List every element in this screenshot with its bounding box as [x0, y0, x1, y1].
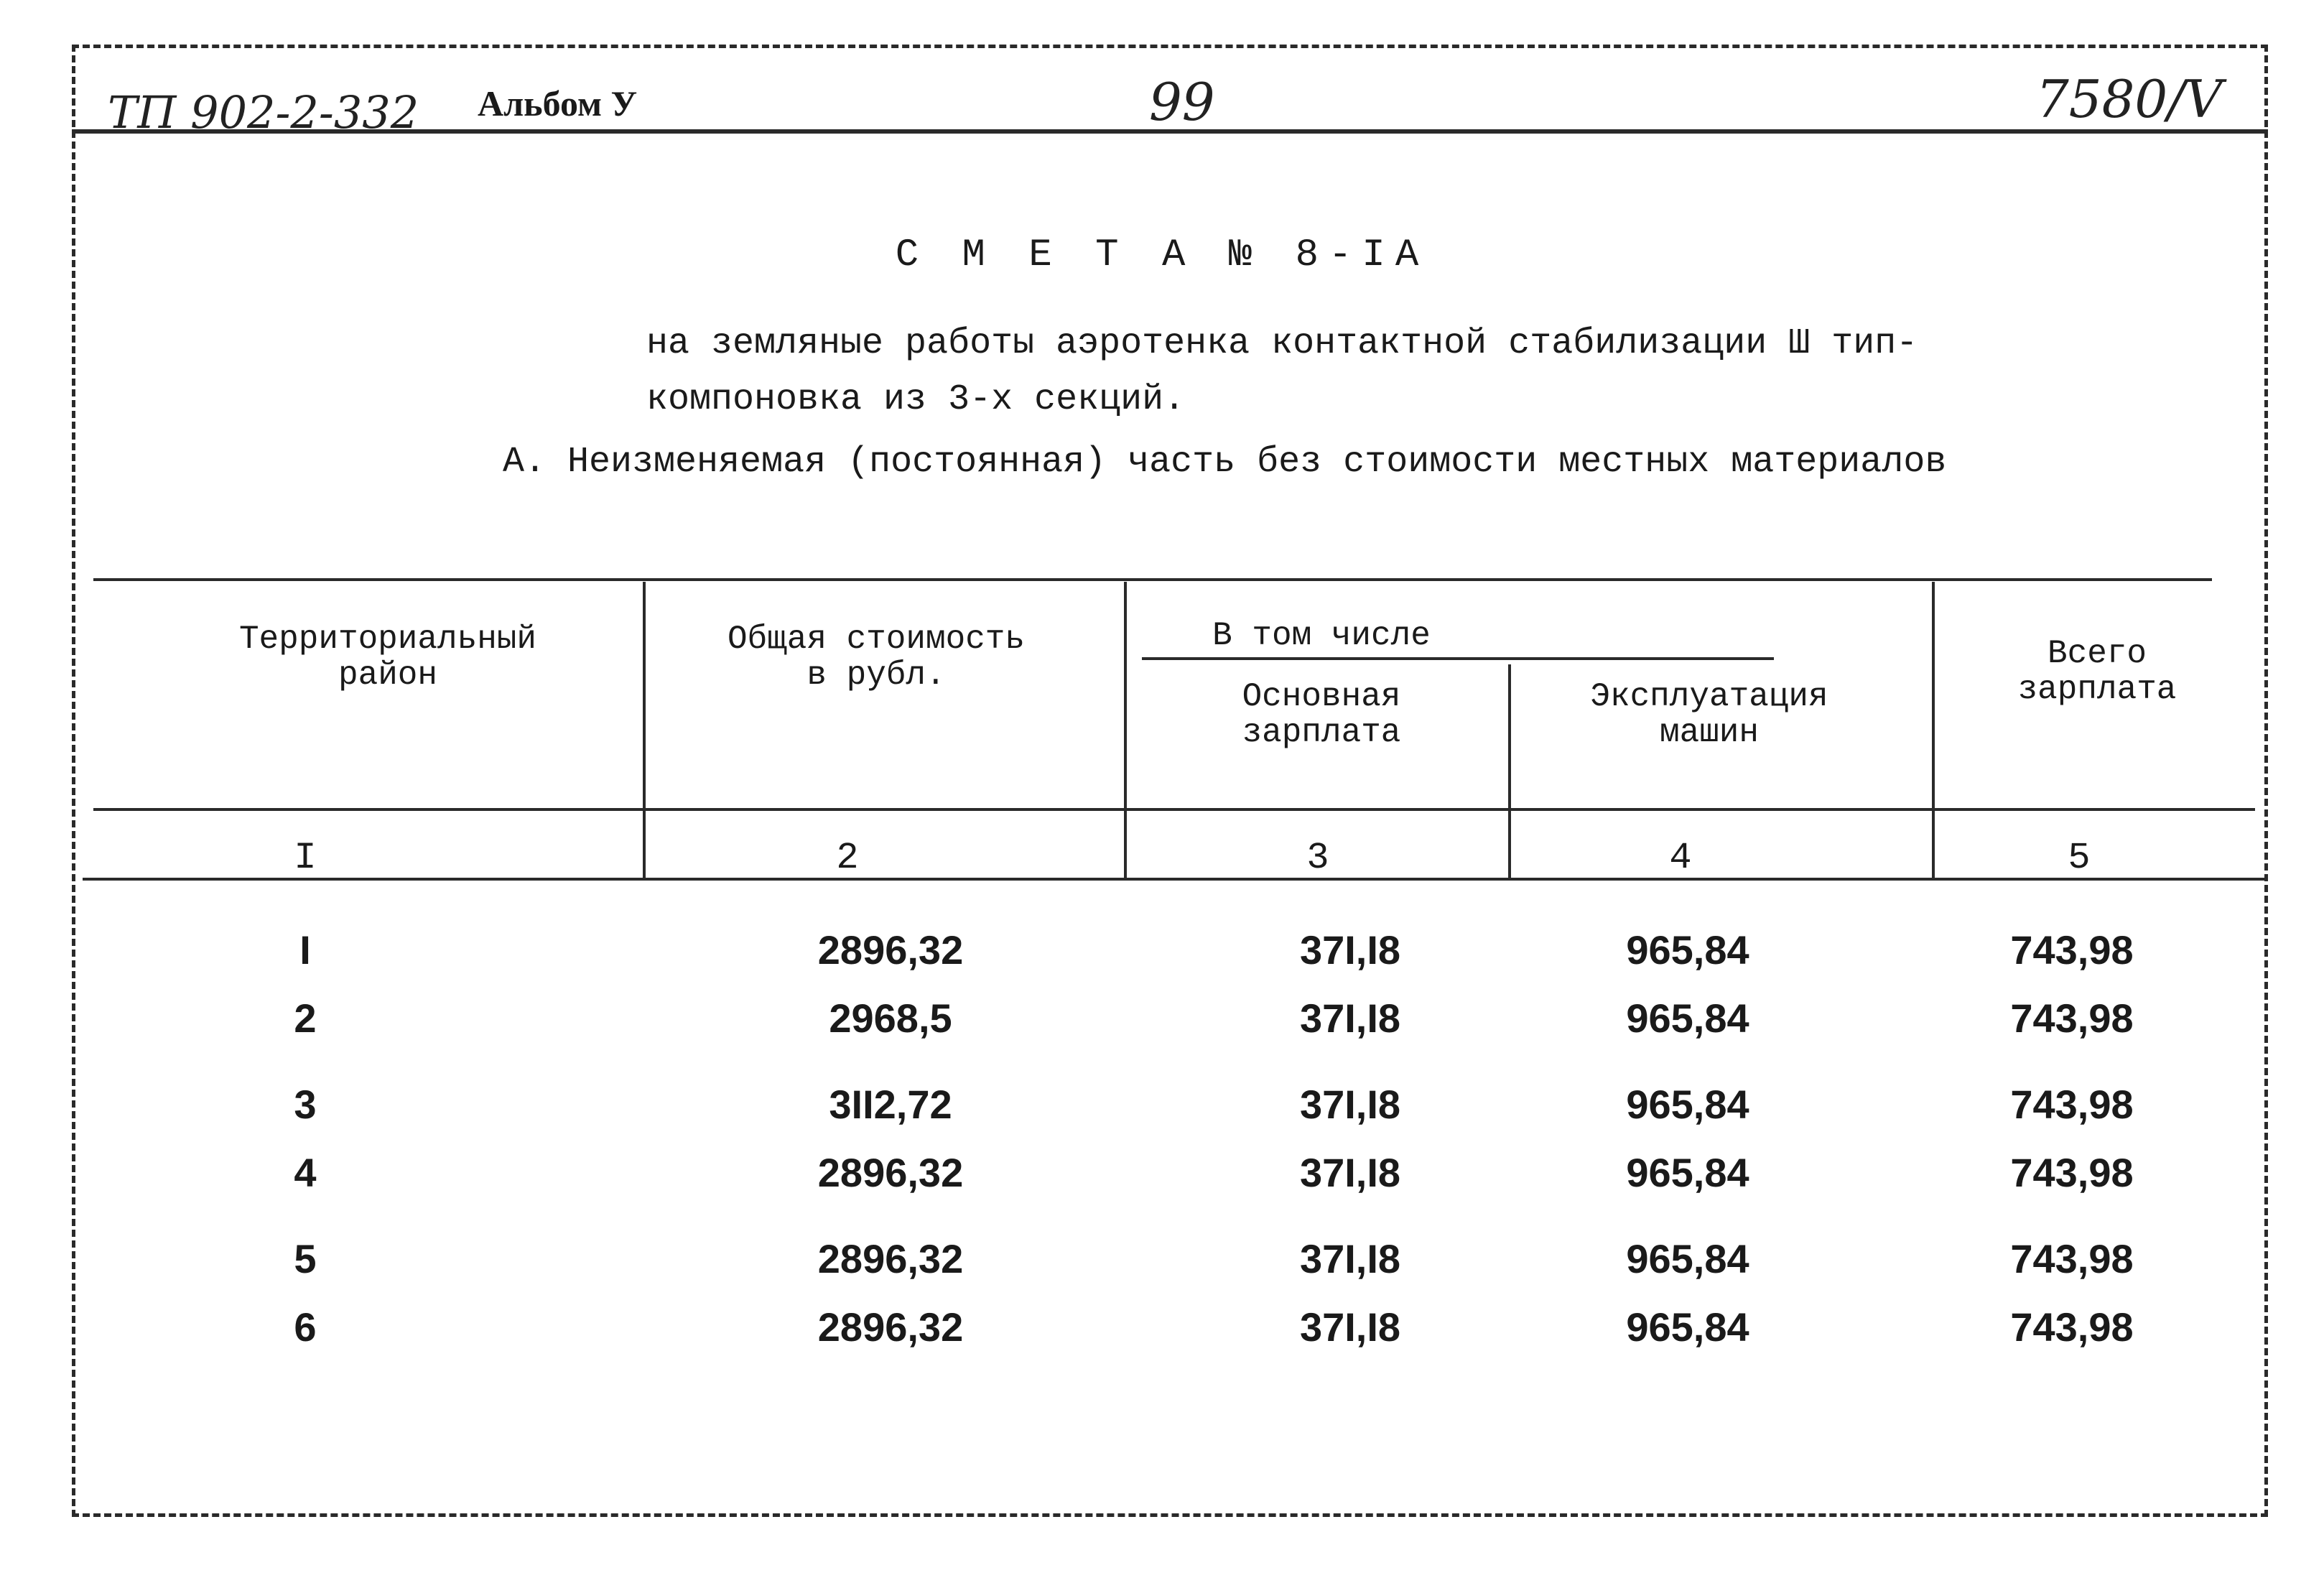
total-salary-cell: 743,98	[2010, 995, 2134, 1041]
total-salary-cell: 743,98	[2010, 1236, 2134, 1281]
region-cell: 6	[294, 1304, 317, 1350]
header-total-cost: Общая стоимость в рубл.	[727, 621, 1026, 694]
column-number: I	[294, 837, 317, 879]
region-cell: 3	[294, 1082, 317, 1127]
base-salary-cell: 37I,I8	[1299, 1304, 1401, 1350]
total-salary-cell: 743,98	[2010, 927, 2134, 973]
col-divider-1	[643, 582, 646, 880]
col-divider-3	[1508, 664, 1511, 880]
total-salary-cell: 743,98	[2010, 1082, 2134, 1127]
project-code: ТП 902-2-332	[108, 86, 419, 139]
total-cost-cell: 2896,32	[817, 1150, 964, 1195]
total-cost-cell: 2968,5	[829, 995, 952, 1041]
base-salary-cell: 37I,I8	[1299, 927, 1401, 973]
machine-cell: 965,84	[1626, 1304, 1749, 1350]
header-territorial-region: Территориальный район	[238, 621, 537, 694]
machine-cell: 965,84	[1626, 927, 1749, 973]
column-number: 5	[2068, 837, 2091, 879]
header-including: В том числе	[1212, 617, 1431, 654]
machine-cell: 965,84	[1626, 995, 1749, 1041]
total-cost-cell: 2896,32	[817, 927, 964, 973]
column-number: 2	[836, 837, 859, 879]
total-salary-cell: 743,98	[2010, 1150, 2134, 1195]
column-number: 3	[1306, 837, 1329, 879]
base-salary-cell: 37I,I8	[1299, 1082, 1401, 1127]
region-cell: 4	[294, 1150, 317, 1195]
document-subtitle: на земляные работы аэротенка контактной стабилизации Ш тип- компоновка из 3-х секций.	[646, 323, 1918, 420]
base-salary-cell: 37I,I8	[1299, 995, 1401, 1041]
column-number-line	[83, 878, 2266, 881]
machine-cell: 965,84	[1626, 1236, 1749, 1281]
header-bottom-line	[93, 808, 2255, 811]
document-title: С М Е Т А № 8-IA	[895, 233, 1429, 277]
total-cost-cell: 2896,32	[817, 1236, 964, 1281]
column-number: 4	[1669, 837, 1692, 879]
table-top-line	[93, 578, 2212, 581]
col-divider-4	[1932, 582, 1935, 880]
album-label: Альбом У	[478, 83, 638, 124]
region-cell: I	[299, 927, 311, 973]
header-machine-operation: Эксплуатация машин	[1590, 678, 1828, 751]
total-cost-cell: 2896,32	[817, 1304, 964, 1350]
region-cell: 2	[294, 995, 317, 1041]
doc-number: 7580/V	[2036, 69, 2223, 129]
total-salary-cell: 743,98	[2010, 1304, 2134, 1350]
base-salary-cell: 37I,I8	[1299, 1236, 1401, 1281]
machine-cell: 965,84	[1626, 1150, 1749, 1195]
group-underline	[1142, 657, 1774, 660]
base-salary-cell: 37I,I8	[1299, 1150, 1401, 1195]
machine-cell: 965,84	[1626, 1082, 1749, 1127]
page-number: 99	[1149, 72, 1215, 132]
col-divider-2	[1124, 582, 1127, 880]
header-base-salary: Основная зарплата	[1242, 678, 1401, 751]
region-cell: 5	[294, 1236, 317, 1281]
total-cost-cell: 3II2,72	[829, 1082, 952, 1127]
section-heading: А. Неизменяемая (постоянная) часть без стоимости местных материалов	[503, 442, 1947, 483]
header-total-salary: Всего зарплата	[2017, 635, 2177, 708]
